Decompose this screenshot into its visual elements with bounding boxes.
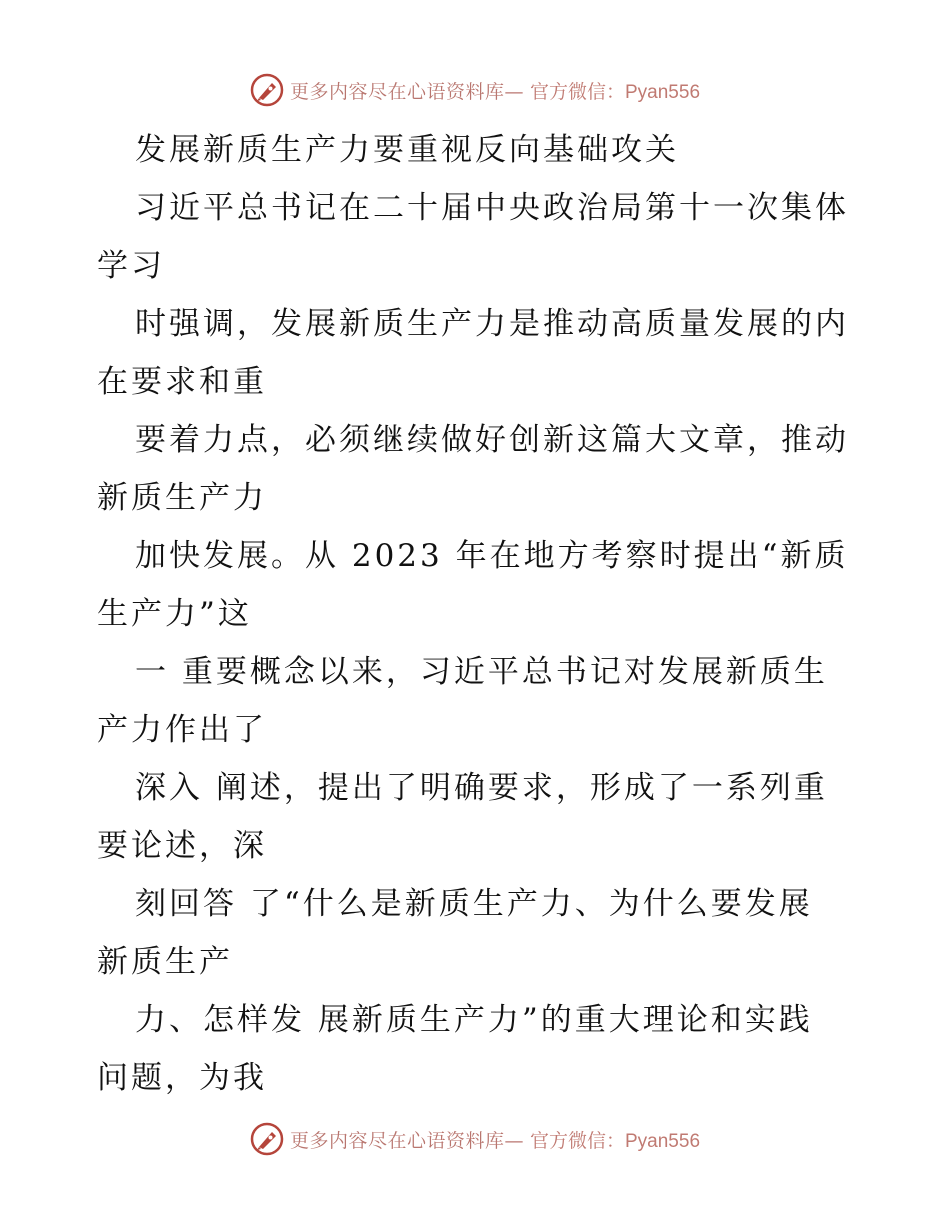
paragraph-line: 生产力”这: [97, 596, 252, 632]
banner-text: 更多内容尽在心语资料库—: [289, 80, 524, 103]
paragraph-line: 问题，为我: [97, 1060, 267, 1096]
document-body: [97, 121, 857, 1107]
paragraph-line: 深入 阐述，提出了明确要求，形成了一系列重: [135, 770, 828, 806]
paragraph-line: 习近平总书记在二十届中央政治局第十一次集体: [135, 190, 849, 226]
paragraph-line: 时强调，发展新质生产力是推动高质量发展的内: [135, 306, 849, 342]
document-title: 发展新质生产力要重视反向基础攻关: [135, 132, 679, 168]
paragraph-line: 新质生产力: [97, 480, 267, 516]
paragraph-line: 在要求和重: [97, 364, 267, 400]
paragraph-line: 力、怎样发 展新质生产力”的重大理论和实践: [135, 1002, 813, 1038]
banner-wechat: 官方微信：Pyan556: [530, 81, 701, 103]
pen-nib-icon: [250, 1122, 284, 1156]
paragraph-line: 要着力点，必须继续做好创新这篇大文章，推动: [135, 422, 849, 458]
paragraph-line: 一 重要概念以来，习近平总书记对发展新质生: [135, 654, 828, 690]
banner-wechat: 官方微信：Pyan556: [530, 1130, 701, 1152]
header-banner: [0, 70, 950, 110]
paragraph-line: 学习: [97, 248, 165, 284]
paragraph-line: 产力作出了: [97, 712, 267, 748]
paragraph-line: 加快发展。从 2023 年在地方考察时提出“新质: [135, 538, 849, 574]
pen-nib-icon: [250, 73, 284, 107]
footer-banner: [0, 1119, 950, 1159]
paragraph-line: 新质生产: [97, 944, 233, 980]
banner-text: 更多内容尽在心语资料库—: [289, 1129, 524, 1152]
paragraph-line: 要论述，深: [97, 828, 267, 864]
paragraph-line: 刻回答 了“什么是新质生产力、为什么要发展: [135, 886, 813, 922]
